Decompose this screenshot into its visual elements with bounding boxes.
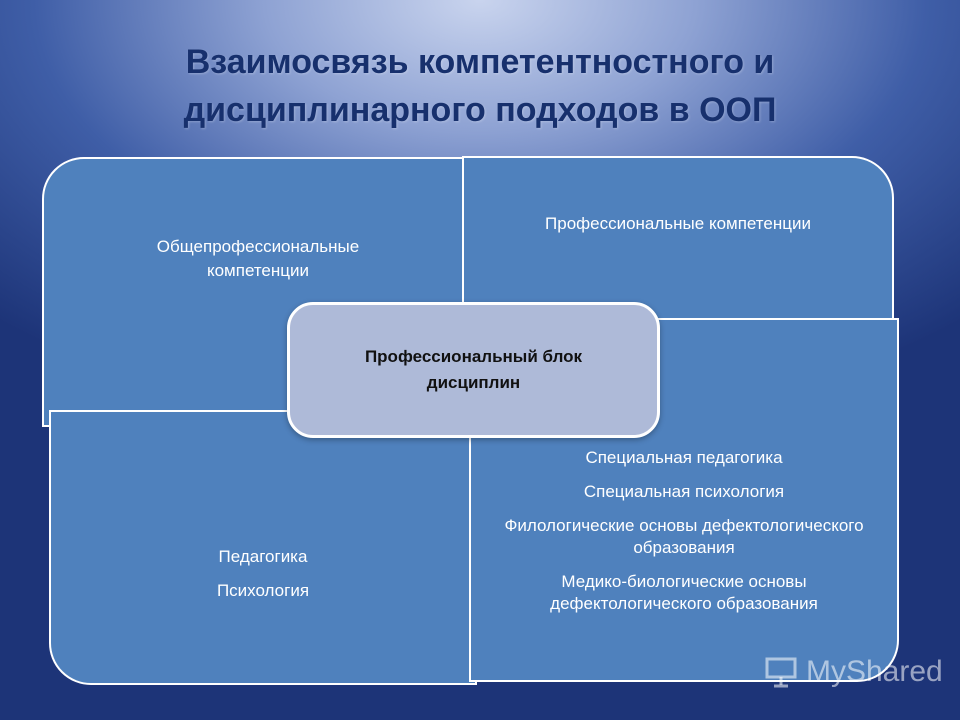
discipline-item: Педагогика — [218, 547, 308, 566]
panel-label: Профессиональные компетенции — [545, 214, 811, 233]
watermark-text: MyShared — [806, 655, 943, 688]
discipline-item: Психология — [216, 581, 310, 600]
discipline-list — [471, 447, 897, 627]
presentation-board-icon — [764, 655, 798, 689]
panel-professional-competencies — [462, 156, 894, 320]
discipline-item: Специальная педагогика — [585, 448, 783, 467]
discipline-item: Специальная психология — [583, 482, 785, 501]
discipline-item: Медико-биологические основы дефектологического образования — [550, 572, 818, 613]
center-professional-block: Профессиональный блок дисциплин — [287, 302, 660, 438]
watermark-logo — [764, 650, 944, 694]
slide-title: Взаимосвязь компетентностного и дисциплинарного подходов в ООП — [183, 43, 777, 129]
discipline-item: Филологические основы дефектологического образования — [504, 516, 864, 557]
discipline-list — [51, 546, 475, 614]
panel-label: Общепрофессиональные компетенции — [156, 237, 360, 280]
panel-general-disciplines — [49, 410, 477, 685]
